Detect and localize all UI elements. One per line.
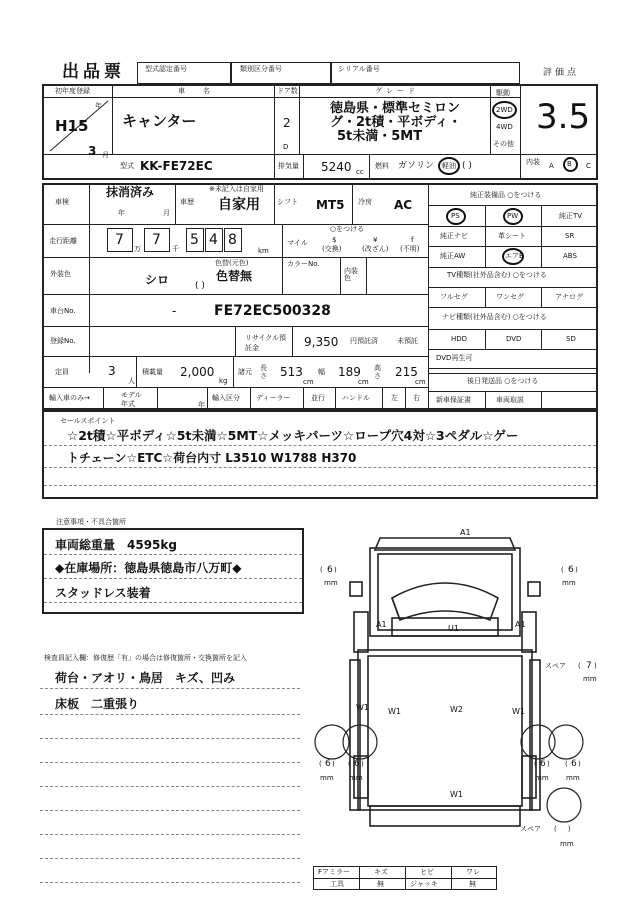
- interior-label: 内装: [526, 158, 540, 166]
- category-no-label: 類別区分番号: [240, 65, 282, 73]
- exterior-color-value: シロ: [145, 273, 170, 287]
- mileage-label: 走行距離: [49, 237, 77, 245]
- displacement-value: 5240: [321, 160, 352, 174]
- chassis-label: 車台No.: [50, 307, 76, 315]
- mileage-digit-2: 7: [152, 232, 161, 248]
- first-reg-era: H15: [55, 117, 89, 135]
- mileage-man: 万: [134, 245, 141, 253]
- serial-no-label: シリアル番号: [338, 65, 380, 73]
- inspection-year: 年: [118, 209, 125, 217]
- car-name-label: 車名: [178, 87, 228, 95]
- interior-b: B: [567, 160, 572, 168]
- spare1-close: ): [594, 662, 597, 670]
- interior-c: C: [586, 162, 591, 170]
- height-unit: cm: [415, 378, 426, 386]
- legend-r1-c4: ワレ: [466, 868, 480, 876]
- tire-rl1-close: ): [332, 760, 335, 768]
- tire-fl-open: (: [320, 566, 323, 574]
- first-reg-month: 3: [88, 144, 97, 158]
- grade-label: グレード: [375, 87, 419, 95]
- tire-rl1-value: 6: [325, 759, 331, 769]
- car-name: キャンター: [122, 112, 197, 130]
- grade-line1: 徳島県・標準セミロン: [330, 101, 461, 116]
- tire-rl2-close: ): [361, 760, 364, 768]
- legend-r1-c1: Fアミラー: [318, 868, 351, 876]
- navi-title: ナビ種類(社外品含む) ○をつける: [442, 313, 547, 321]
- tv-analog: アナログ: [555, 293, 583, 301]
- import-parallel: 並行: [311, 394, 325, 402]
- load-unit: kg: [219, 377, 228, 385]
- page-title: 出品票: [62, 62, 125, 82]
- import-dealer: ディーラー: [256, 394, 291, 402]
- tire-rr2-close: ): [578, 760, 581, 768]
- recycle-unit: 円預託済: [350, 337, 378, 345]
- width-label: 幅: [318, 368, 325, 376]
- color-change-paren: ( ): [195, 281, 205, 291]
- tire-fr-value: 6: [568, 565, 574, 575]
- spare1-unit: mm: [583, 675, 597, 683]
- tire-fr-open: (: [561, 566, 564, 574]
- mileage-unit: km: [258, 247, 269, 255]
- inspector-label: 検査員記入欄：修復歴「有」の場合は修復箇所・交換箇所を記入: [44, 654, 247, 662]
- model-label: 型式: [120, 162, 134, 170]
- meter-f: f: [411, 236, 414, 244]
- tire-rl2-value: 6: [354, 759, 360, 769]
- navi-dvd: DVD: [506, 335, 522, 343]
- meter-circle-note: ○をつける: [330, 225, 365, 233]
- damage-code-a1: A1: [460, 528, 471, 537]
- capacity-label: 定員: [55, 368, 69, 376]
- fuel-other: ( ): [462, 161, 472, 171]
- drive-4wd: 4WD: [496, 123, 513, 131]
- width-value: 189: [338, 365, 361, 379]
- legend-r1-c3: ヒビ: [420, 868, 434, 876]
- after-manual: 車両取説: [496, 396, 524, 404]
- capacity-value: 3: [108, 364, 116, 378]
- model-value: KK-FE72EC: [140, 159, 213, 173]
- damage-code-a1: A1: [376, 620, 387, 629]
- legend-r2-c1: 工具: [330, 880, 344, 888]
- interior-color-label: 内装色: [344, 267, 358, 282]
- handle-right: 右: [413, 394, 420, 402]
- mileage-digit-1: 7: [115, 232, 124, 248]
- navi-sd: SD: [566, 335, 576, 343]
- damage-code-w1: W1: [388, 707, 401, 716]
- equip-airbag: エアB: [505, 252, 524, 260]
- tire-fr-unit: mm: [562, 579, 576, 587]
- ac-label: 冷房: [358, 198, 372, 206]
- navi-hdd: HDD: [451, 335, 468, 343]
- tire-rr1-open: (: [534, 760, 537, 768]
- height-label: 高さ: [374, 364, 381, 380]
- recycle-value: 9,350: [304, 335, 339, 349]
- inspection-value: 抹消済み: [106, 185, 155, 199]
- tire-fl-close: ): [334, 566, 337, 574]
- equip-navi: 純正ナビ: [440, 232, 468, 240]
- exterior-color-label: 外装色: [50, 270, 71, 278]
- damage-code-w2: W2: [450, 705, 463, 714]
- model-cert-label: 型式認定番号: [145, 65, 187, 73]
- equip-aw: 純正AW: [440, 252, 466, 260]
- load-label: 積載量: [142, 368, 163, 376]
- damage-code-w1: W1: [356, 703, 369, 712]
- notes-line3: スタッドレス装着: [55, 586, 151, 600]
- grade-line3: 5t未満・5MT: [337, 129, 423, 144]
- equip-leather: 革シート: [498, 232, 526, 240]
- handle-left: 左: [391, 394, 398, 402]
- fuel-gasoline: ガソリン: [398, 161, 435, 171]
- meter-x: ¥: [373, 236, 378, 244]
- tire-fr-close: ): [575, 566, 578, 574]
- color-no-label: カラーNo.: [287, 260, 320, 268]
- spare1-value: 7: [586, 661, 592, 671]
- notes-label: 注意事項・不具合箇所: [56, 518, 126, 526]
- tire-fl-value: 6: [327, 565, 333, 575]
- tire-rr2-open: (: [565, 760, 568, 768]
- equip-ps: PS: [451, 212, 460, 220]
- inspection-label: 車検: [55, 198, 69, 206]
- spare2-label: スペア: [520, 825, 541, 833]
- usage-note: ※未記入は自家用: [209, 185, 264, 193]
- reg-no-label: 登録No.: [50, 337, 76, 345]
- tire-rr1-value: 6: [540, 759, 546, 769]
- ac-value: AC: [394, 198, 413, 212]
- recycle-not: 未預託: [397, 337, 418, 345]
- import-label: 輸入車のみ→: [49, 394, 90, 402]
- tire-rr1-close: ): [547, 760, 550, 768]
- damage-code-w1: W1: [450, 790, 463, 799]
- sales-points-line2: トチェーン☆ETC☆荷台内寸 L3510 W1788 H370: [67, 451, 357, 465]
- tire-rl2-unit: mm: [349, 774, 363, 782]
- notes-line1: 車両総重量 4595kg: [55, 538, 177, 552]
- length-value: 513: [280, 365, 303, 379]
- dvd-playable: DVD再生可: [436, 354, 473, 362]
- interior-a: A: [549, 162, 554, 170]
- mileage-sen: 千: [172, 245, 179, 253]
- tv-title: TV種類(社外品含む) ○をつける: [447, 271, 547, 279]
- year-unit: 年: [95, 102, 102, 110]
- usage-value: 自家用: [218, 197, 260, 213]
- shift-label: シフト: [277, 198, 298, 206]
- mileage-digit-4: 4: [209, 232, 218, 248]
- displacement-label: 排気量: [278, 162, 299, 170]
- equip-abs: ABS: [563, 252, 577, 260]
- spare2-brackets: ( ): [554, 825, 571, 833]
- equipment-title: 純正装備品 ○をつける: [470, 191, 542, 199]
- tire-rr2-value: 6: [571, 759, 577, 769]
- equip-sr: SR: [565, 232, 575, 240]
- notes-line2: ◆在庫場所：徳島県徳島市八万町◆: [55, 561, 242, 575]
- tire-rl2-open: (: [348, 760, 351, 768]
- model-year-unit: 年: [198, 401, 205, 409]
- chassis-dash: -: [172, 304, 177, 318]
- usage-label: 車歴: [180, 198, 194, 206]
- fuel-diesel: 軽油: [442, 162, 456, 170]
- first-reg-label: 初年度登録: [55, 87, 90, 95]
- equip-tv: 純正TV: [559, 212, 583, 220]
- sales-points-line1: ☆2t積☆平ボディ☆5t未満☆5MT☆メッキパーツ☆ロープ穴4対☆3ペダル☆ゲー: [67, 428, 519, 443]
- import-type-label: 輸入区分: [212, 394, 240, 402]
- damage-code-u1: U1: [448, 624, 459, 633]
- doors-suffix: D: [283, 143, 289, 151]
- meter-f-sub: (不明): [400, 245, 420, 253]
- recycle-label: リサイクル預託金: [245, 334, 287, 352]
- mileage-digit-5: 8: [228, 232, 237, 248]
- legend-r2-c4: 無: [469, 880, 476, 888]
- spare1-open: (: [578, 662, 581, 670]
- capacity-unit: 人: [128, 377, 135, 385]
- shift-value: MT5: [316, 198, 345, 212]
- legend-r2-c3: ジャッキ: [410, 880, 438, 888]
- length-label: 長さ: [260, 364, 267, 380]
- chassis-value: FE72EC500328: [214, 303, 331, 319]
- month-unit: 月: [102, 151, 109, 159]
- after-warranty: 新車保証書: [436, 396, 471, 404]
- tire-rl1-unit: mm: [320, 774, 334, 782]
- rating-label: 評価点: [543, 68, 580, 78]
- after-title: 後日発送品 ○をつける: [467, 377, 539, 385]
- tv-fullseg: フルセグ: [440, 293, 468, 301]
- drive-2wd: 2WD: [496, 106, 513, 114]
- rating-value: 3.5: [536, 97, 591, 137]
- doors-value: 2: [283, 116, 291, 130]
- load-value: 2,000: [180, 365, 215, 379]
- grade-line2: グ・2t積・平ボディ・: [330, 115, 462, 130]
- equip-pw: PW: [507, 212, 519, 220]
- color-change-value: 色替無: [216, 269, 253, 283]
- tire-rr2-unit: mm: [566, 774, 580, 782]
- mileage-digit-3: 5: [190, 232, 199, 248]
- model-year-label: モデル年式: [121, 391, 142, 408]
- sales-points-label: セールスポイント: [60, 417, 116, 425]
- doors-label: ドア数: [277, 87, 298, 95]
- mile-label: マイル: [287, 239, 308, 247]
- tire-rl1-open: (: [319, 760, 322, 768]
- height-value: 215: [395, 365, 418, 379]
- handle-label: ハンドル: [342, 394, 370, 402]
- meter-s: $: [332, 236, 337, 244]
- drive-label: 駆動: [496, 89, 510, 97]
- displacement-unit: cc: [356, 168, 364, 176]
- meter-x-sub: (改ざん): [362, 245, 389, 253]
- meter-s-sub: (交換): [322, 245, 342, 253]
- legend-r1-c2: キズ: [374, 868, 388, 876]
- tire-rr1-unit: mm: [535, 774, 549, 782]
- truck-damage-diagram: [310, 520, 600, 865]
- spare1-label: スペア: [545, 662, 566, 670]
- length-unit: cm: [303, 378, 314, 386]
- width-unit: cm: [358, 378, 369, 386]
- drive-other: その他: [493, 140, 514, 148]
- color-change-label: 色替(元色): [215, 259, 249, 267]
- fuel-label: 燃料: [375, 162, 389, 170]
- inspection-month: 月: [163, 209, 170, 217]
- legend-r2-c2: 無: [377, 880, 384, 888]
- inspector-line1: 荷台・アオリ・鳥居 キズ、凹み: [55, 671, 236, 685]
- dims-label: 諸元: [238, 368, 252, 376]
- damage-code-w1: W1: [512, 707, 525, 716]
- inspector-line2: 床板 二重張り: [55, 697, 140, 711]
- spare2-unit: mm: [560, 840, 574, 848]
- damage-code-a1: A1: [515, 620, 526, 629]
- tv-oneseg: ワンセグ: [496, 293, 524, 301]
- tire-fl-unit: mm: [324, 579, 338, 587]
